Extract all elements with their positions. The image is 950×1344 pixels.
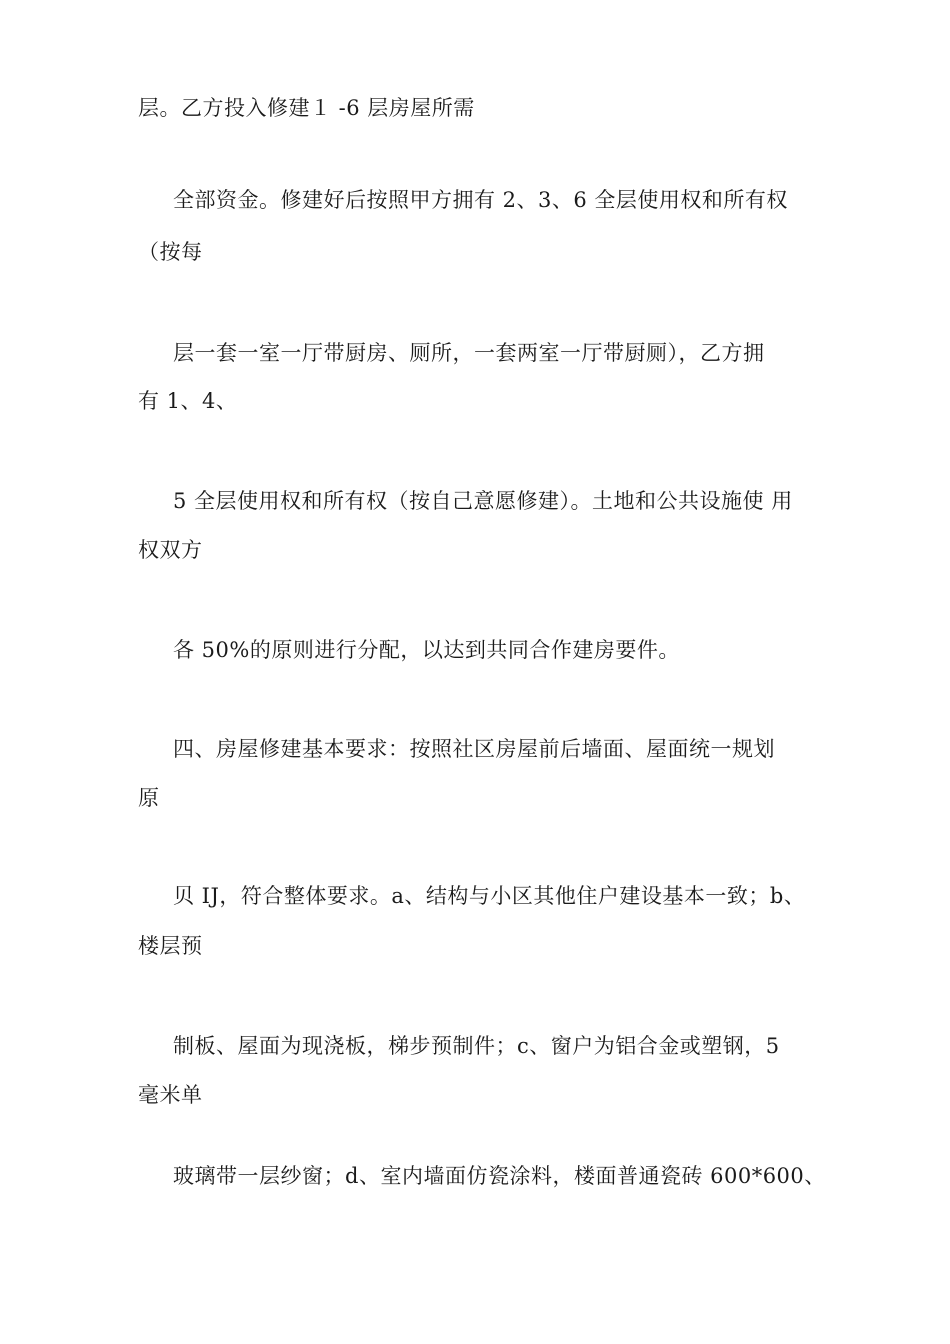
text-line: 玻璃带一层纱窗；d、室内墙面仿瓷涂料，楼面普通瓷砖 600*600、 [173,1164,826,1188]
text-line: 四、房屋修建基本要求：按照社区房屋前后墙面、屋面统一规划 [173,737,775,761]
text-line: 原 [138,786,160,810]
text-line: 全部资金。修建好后按照甲方拥有 2、3、6 全层使用权和所有权 [173,188,788,212]
text-line: 制板、屋面为现浇板，梯步预制件；c、窗户为铝合金或塑钢，5 [173,1034,780,1058]
text-line: 各 50%的原则进行分配，以达到共同合作建房要件。 [173,638,680,662]
text-line: 层。乙方投入修建１ -6 层房屋所需 [138,96,475,120]
text-line: 贝 IJ，符合整体要求。a、结构与小区其他住户建设基本一致；b、 [173,884,806,908]
text-line: 毫米单 [138,1083,203,1107]
text-line: 权双方 [138,538,203,562]
text-line: 有 1、4、 [138,389,238,413]
text-line: 层一套一室一厅带厨房、厕所，一套两室一厅带厨厕），乙方拥 [173,341,765,365]
text-line: 5 全层使用权和所有权（按自己意愿修建）。土地和公共设施使 用 [173,489,793,513]
text-line: 楼层预 [138,934,203,958]
text-line: （按每 [138,240,203,264]
